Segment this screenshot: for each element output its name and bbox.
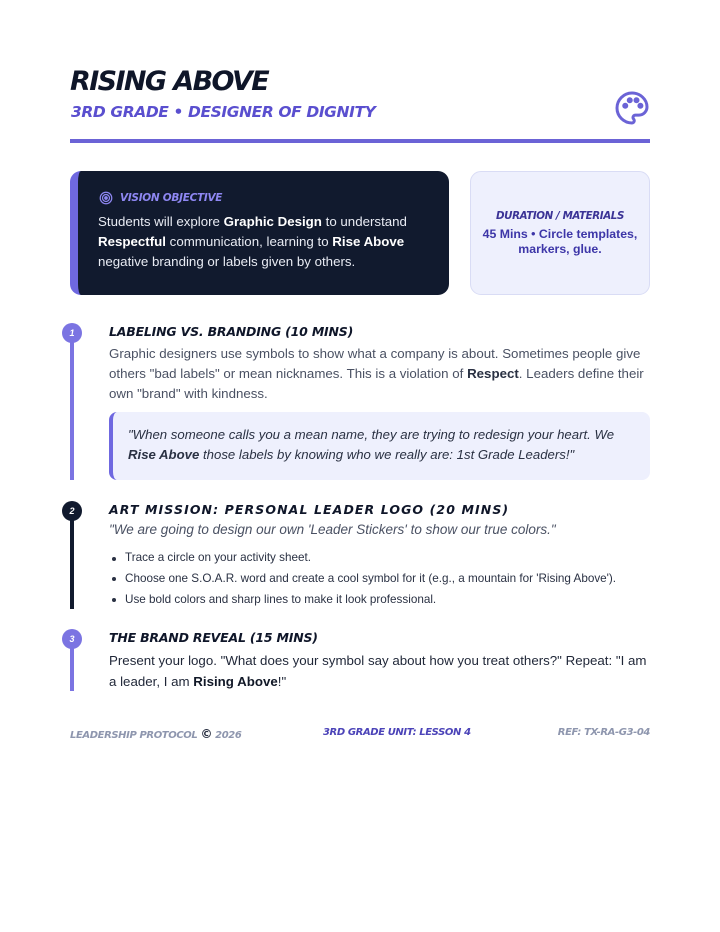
section-title-1: LABELING VS. BRANDING (10 MINS): [109, 324, 354, 339]
section-body-1: Graphic designers use symbols to show what a company is about. Sometimes people give others "bad labels" or mean nicknames. This is a violation of Respect. Leaders define their own "brand" with kindness.: [109, 346, 644, 401]
emphasis-rising-above: Rising Above: [193, 674, 278, 689]
quote-text: "When someone calls you a mean name, they are trying to redesign your heart. We Rise Above those labels by knowing who we really are: 1st Grade Leaders!": [128, 427, 615, 462]
footer-right: REF: TX-RA-G3-04: [557, 727, 650, 738]
duration-materials-card: [470, 171, 650, 295]
list-item: Choose one S.O.A.R. word and create a cool symbol for it (e.g., a mountain for 'Rising Above').: [109, 569, 616, 590]
timeline-line-1: [70, 333, 74, 480]
section-title-2: ART MISSION: PERSONAL LEADER LOGO (20 MINS): [109, 502, 510, 517]
header-divider: [70, 139, 650, 143]
copyright-symbol: ©: [200, 727, 213, 741]
page-title: RISING ABOVE: [70, 66, 269, 97]
footer-left: LEADERSHIP PROTOCOL © 2026: [70, 727, 242, 741]
emphasis-respect: Respect: [467, 366, 519, 381]
duration-label: DURATION / MATERIALS: [496, 210, 624, 222]
section-number-1: 1: [62, 323, 82, 343]
quote-callout: [109, 412, 650, 480]
section-number-2: 2: [62, 501, 82, 521]
emphasis-rise-above-quote: Rise Above: [128, 447, 200, 462]
target-icon: [99, 191, 113, 205]
footer-middle: 3RD GRADE UNIT: LESSON 4: [323, 727, 471, 738]
mission-steps-list: [109, 548, 616, 610]
vision-objective-text: Students will explore Graphic Design to understand Respectful communication, learning to Rise Above negative branding or labels given by others.: [98, 214, 407, 269]
list-item: Trace a circle on your activity sheet.: [109, 548, 616, 569]
section-body-3: Present your logo. "What does your symbol say about how you treat others?" Repeat: "I am a leader, I am Rising Above!": [109, 653, 647, 689]
vision-objective-header: [99, 191, 222, 205]
section-title-3: THE BRAND REVEAL (15 MINS): [109, 630, 318, 645]
mission-quote: "We are going to design our own 'Leader Stickers' to show our true colors.": [109, 522, 556, 537]
section-number-3: 3: [62, 629, 82, 649]
list-item: Use bold colors and sharp lines to make it look professional.: [109, 590, 616, 611]
emphasis-rise-above: Rise Above: [332, 234, 405, 249]
duration-value: 45 Mins • Circle templates, markers, glue.: [482, 227, 638, 256]
vision-objective-card: [70, 171, 449, 295]
timeline-line-2: [70, 511, 74, 609]
vision-objective-label: VISION OBJECTIVE: [120, 192, 223, 204]
emphasis-respectful: Respectful: [98, 234, 166, 249]
page-subtitle: 3RD GRADE • DESIGNER OF DIGNITY: [71, 103, 376, 121]
emphasis-graphic-design: Graphic Design: [223, 214, 322, 229]
palette-icon: [614, 90, 650, 126]
